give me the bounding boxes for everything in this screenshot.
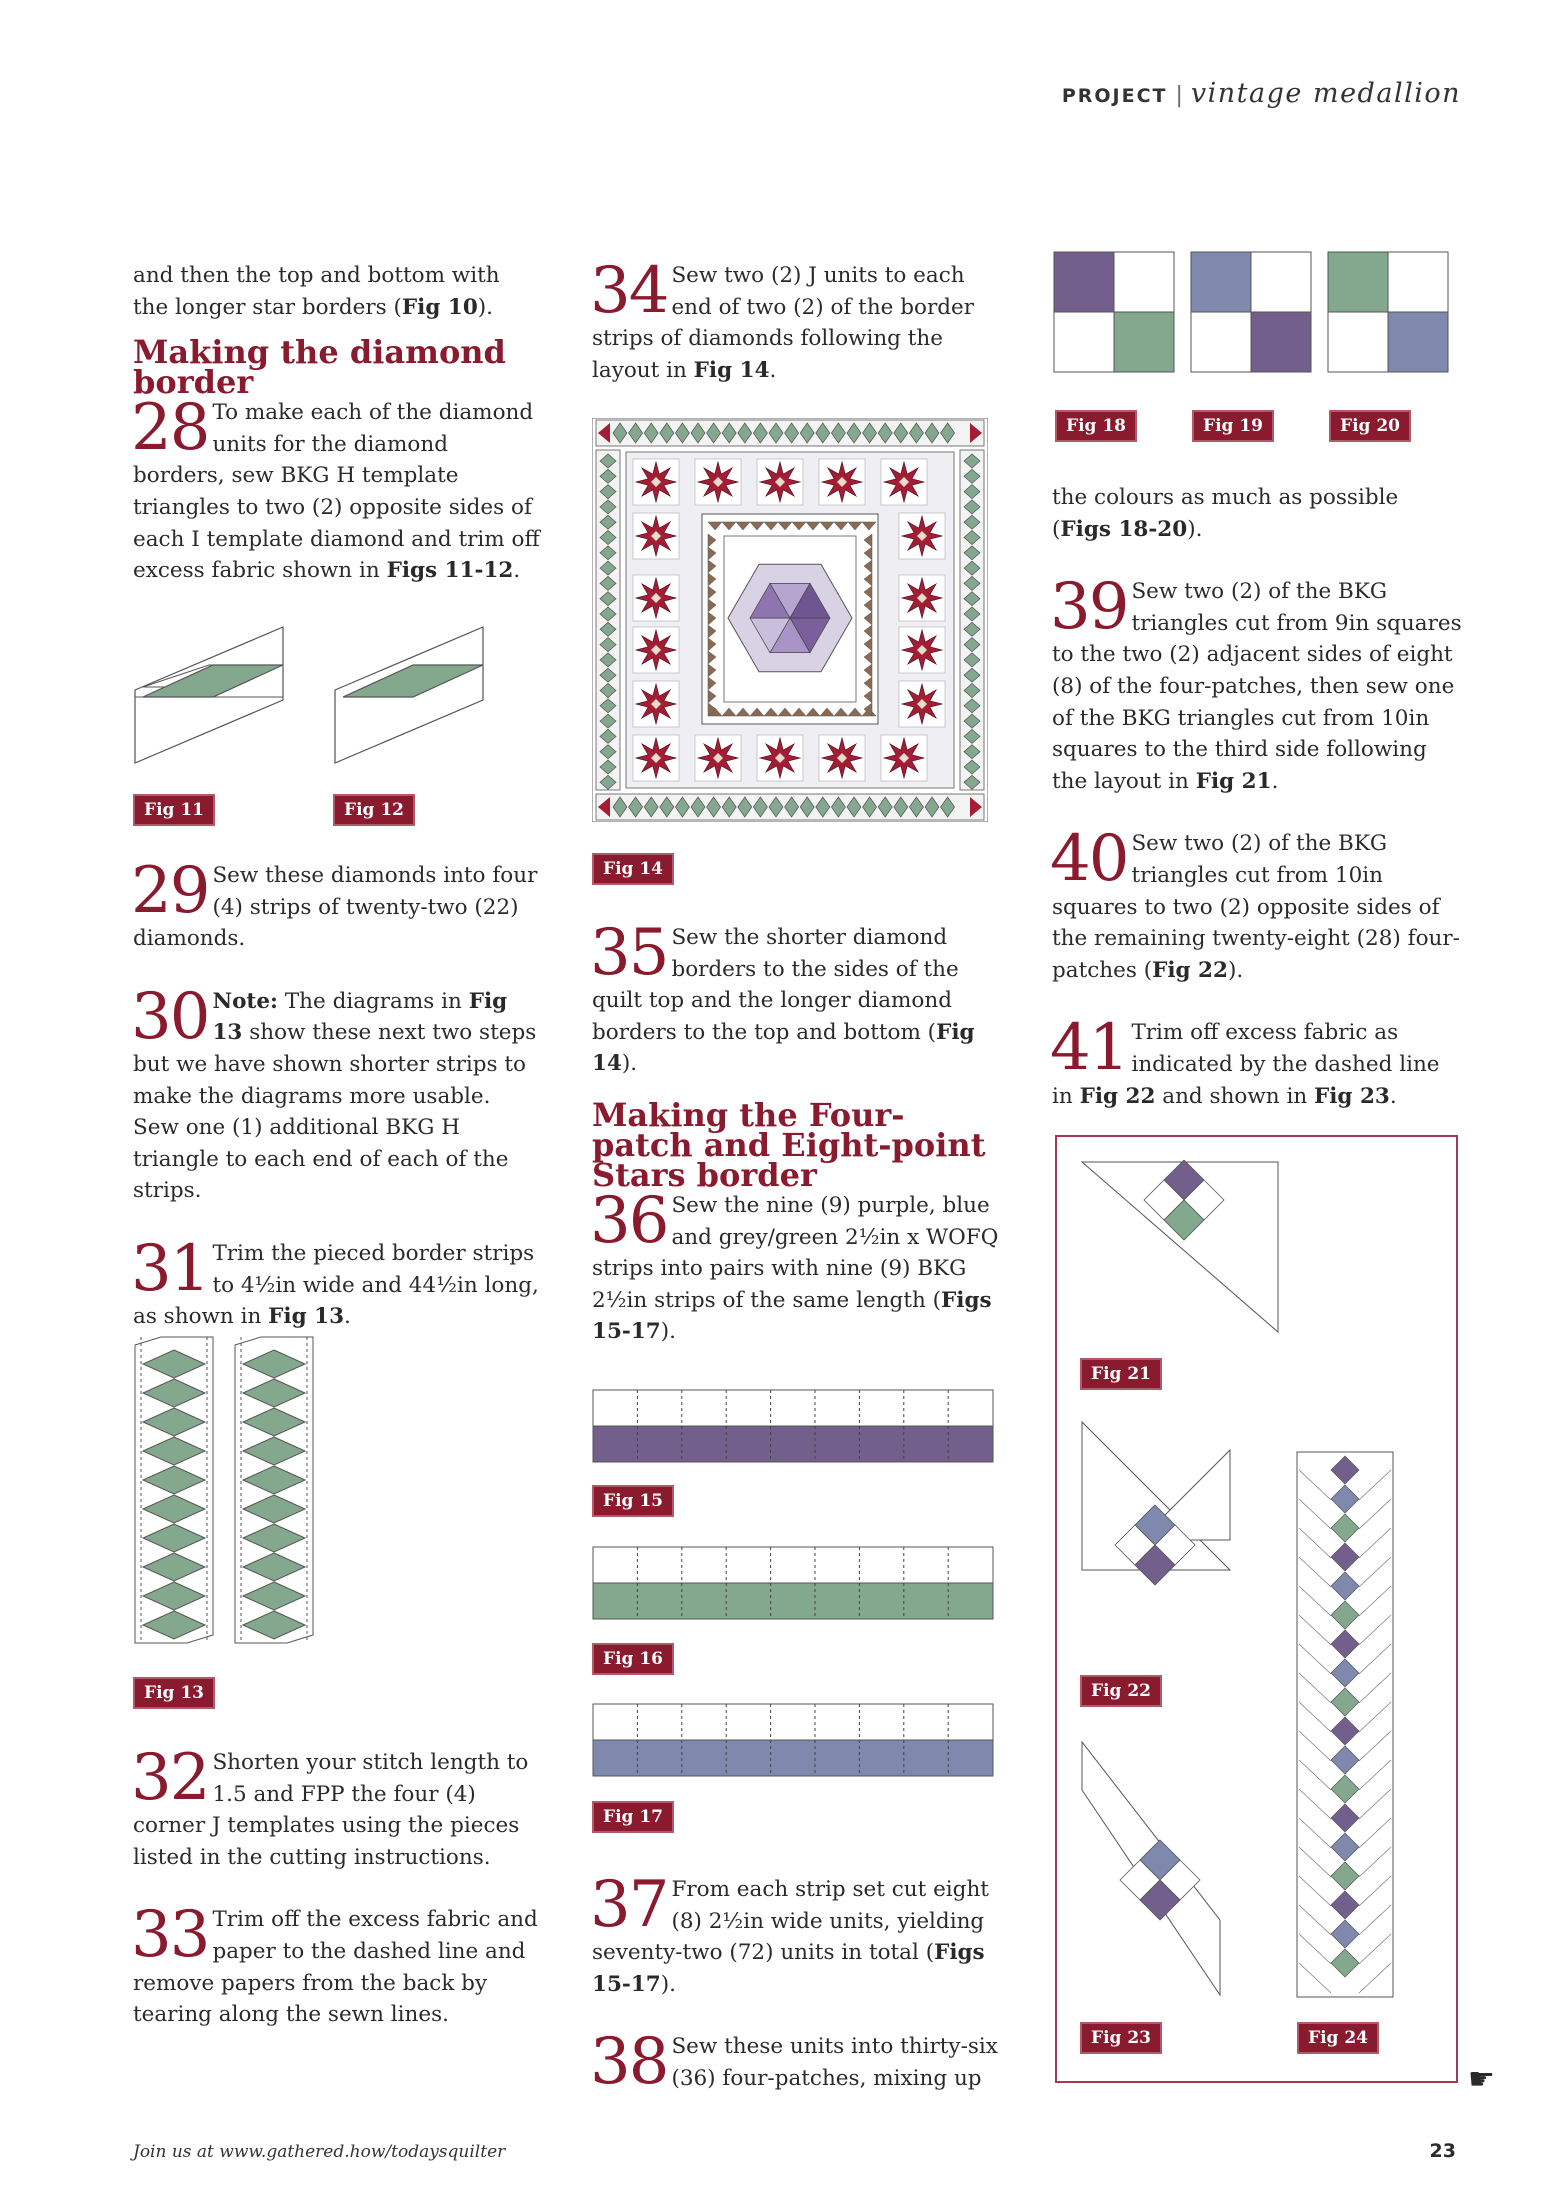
column-1c: [131, 1741, 541, 2031]
step-41: 41 Trim off excess fabric as indicated by the dashed line in Fig 22 and shown in Fig 23.: [1050, 1011, 1440, 1109]
project-title: vintage medallion: [1190, 78, 1461, 109]
fig-16-strip: [592, 1545, 994, 1625]
intro-text: and then the top and bottom with the longer star borders (Fig 10).: [133, 263, 500, 320]
column-2: [590, 254, 1002, 386]
fig-19-label: Fig 19: [1192, 410, 1274, 442]
step-38: 38 Sew these units into thirty-six (36) four-patches, mixing up: [590, 2025, 998, 2100]
step-35: 35 Sew the shorter diamond borders to the sides of the quilt top and the longer diamond borders to the top and bottom (Fig 14).: [590, 916, 975, 1077]
step-36: 36 Sew the nine (9) purple, blue and grey/green 2½in x WOFQ strips into pairs with nine (9) BKG 2½in strips of the same length (Figs 15-17).: [590, 1183, 999, 1345]
fig-24-label: Fig 24: [1297, 2022, 1379, 2054]
page-number: 23: [1429, 2140, 1456, 2162]
header-separator: |: [1175, 83, 1183, 108]
fig-23-label: Fig 23: [1080, 2022, 1162, 2054]
fig-11-label: Fig 11: [133, 794, 215, 826]
step-39: 39 Sew two (2) of the BKG triangles cut from 9in squares to the two (2) adjacent sides of eight (8) of the four-patches, then sew one of the BKG triangles cut from 10in squares to the third side following the layout in Fig 21.: [1050, 570, 1462, 794]
column-1b: [131, 854, 541, 1333]
continued-text: the colours as much as possible (Figs 18-20).: [1052, 485, 1399, 542]
step-29: 29 Sew these diamonds into four (4) strips of twenty-two (22) diamonds.: [131, 854, 538, 952]
fig-13-label: Fig 13: [133, 1677, 215, 1709]
fig-21-diagram: [1080, 1160, 1300, 1340]
step-30: 30 Note: The diagrams in Fig 13 show these next two steps but we have shown shorter strips to make the diagrams more usable. Sew one (1) additional BKG H triangle to each end of each of the strips.: [131, 979, 537, 1204]
fig-17-strip: [592, 1702, 994, 1782]
heading-diamond-border: Making the diamond border: [133, 333, 506, 402]
fig-22-label: Fig 22: [1080, 1675, 1162, 1707]
fig-21-label: Fig 21: [1080, 1358, 1162, 1390]
fig-23-diagram: [1080, 1740, 1230, 2000]
column-1: [133, 260, 541, 587]
heading-four-patch: Making the Four-patch and Eight-point Stars border: [592, 1095, 986, 1194]
fig-17-label: Fig 17: [592, 1801, 674, 1833]
fig-14-label: Fig 14: [592, 853, 674, 885]
fig-11-diagram: [133, 625, 293, 765]
fig-12-diagram: [333, 625, 493, 765]
fig-24-diagram: [1295, 1450, 1395, 2000]
fig-12-label: Fig 12: [333, 794, 415, 826]
fig-22-diagram: [1080, 1420, 1240, 1650]
fig-15-strip: [592, 1388, 994, 1468]
section-label: PROJECT: [1061, 85, 1168, 107]
column-2c: [590, 1868, 1002, 2100]
step-33: 33 Trim off the excess fabric and paper to the dashed line and remove papers from the back by tearing along the sewn lines.: [131, 1898, 538, 2028]
fig-20-label: Fig 20: [1329, 410, 1411, 442]
step-40: 40 Sew two (2) of the BKG triangles cut from 10in squares to two (2) opposite sides of the remaining twenty-eight (28) four-patches (Fig 22).: [1050, 822, 1460, 983]
fig-18-label: Fig 18: [1055, 410, 1137, 442]
fig-13-diagram: [133, 1335, 323, 1645]
column-2b: [590, 916, 1002, 1348]
step-31: 31 Trim the pieced border strips to 4½in wide and 44½in long, as shown in Fig 13.: [131, 1231, 539, 1330]
running-header: [1062, 78, 1461, 109]
step-32: 32 Shorten your stitch length to 1.5 and FPP the four (4) corner J templates using the pieces listed in the cutting instructions.: [131, 1741, 529, 1870]
four-patch-figs: [1052, 250, 1454, 378]
column-3: [1052, 482, 1462, 1112]
turn-page-hand-icon: ☛: [1468, 2062, 1495, 2097]
fig-16-label: Fig 16: [592, 1643, 674, 1675]
step-37: 37 From each strip set cut eight (8) 2½in wide units, yielding seventy-two (72) units in total (Figs 15-17).: [590, 1868, 989, 1997]
step-28: 28 To make each of the diamond units for the diamond borders, sew BKG H template triangles to two (2) opposite sides of each I template diamond and trim off excess fabric shown in Figs 11-12.: [131, 391, 540, 584]
step-34: 34 Sew two (2) J units to each end of two (2) of the border strips of diamonds following the layout in Fig 14.: [590, 254, 974, 383]
footer-text: Join us at www.gathered.how/todaysquilter: [133, 2142, 506, 2162]
fig-15-label: Fig 15: [592, 1485, 674, 1517]
fig-14-quilt-diagram: [592, 418, 988, 822]
